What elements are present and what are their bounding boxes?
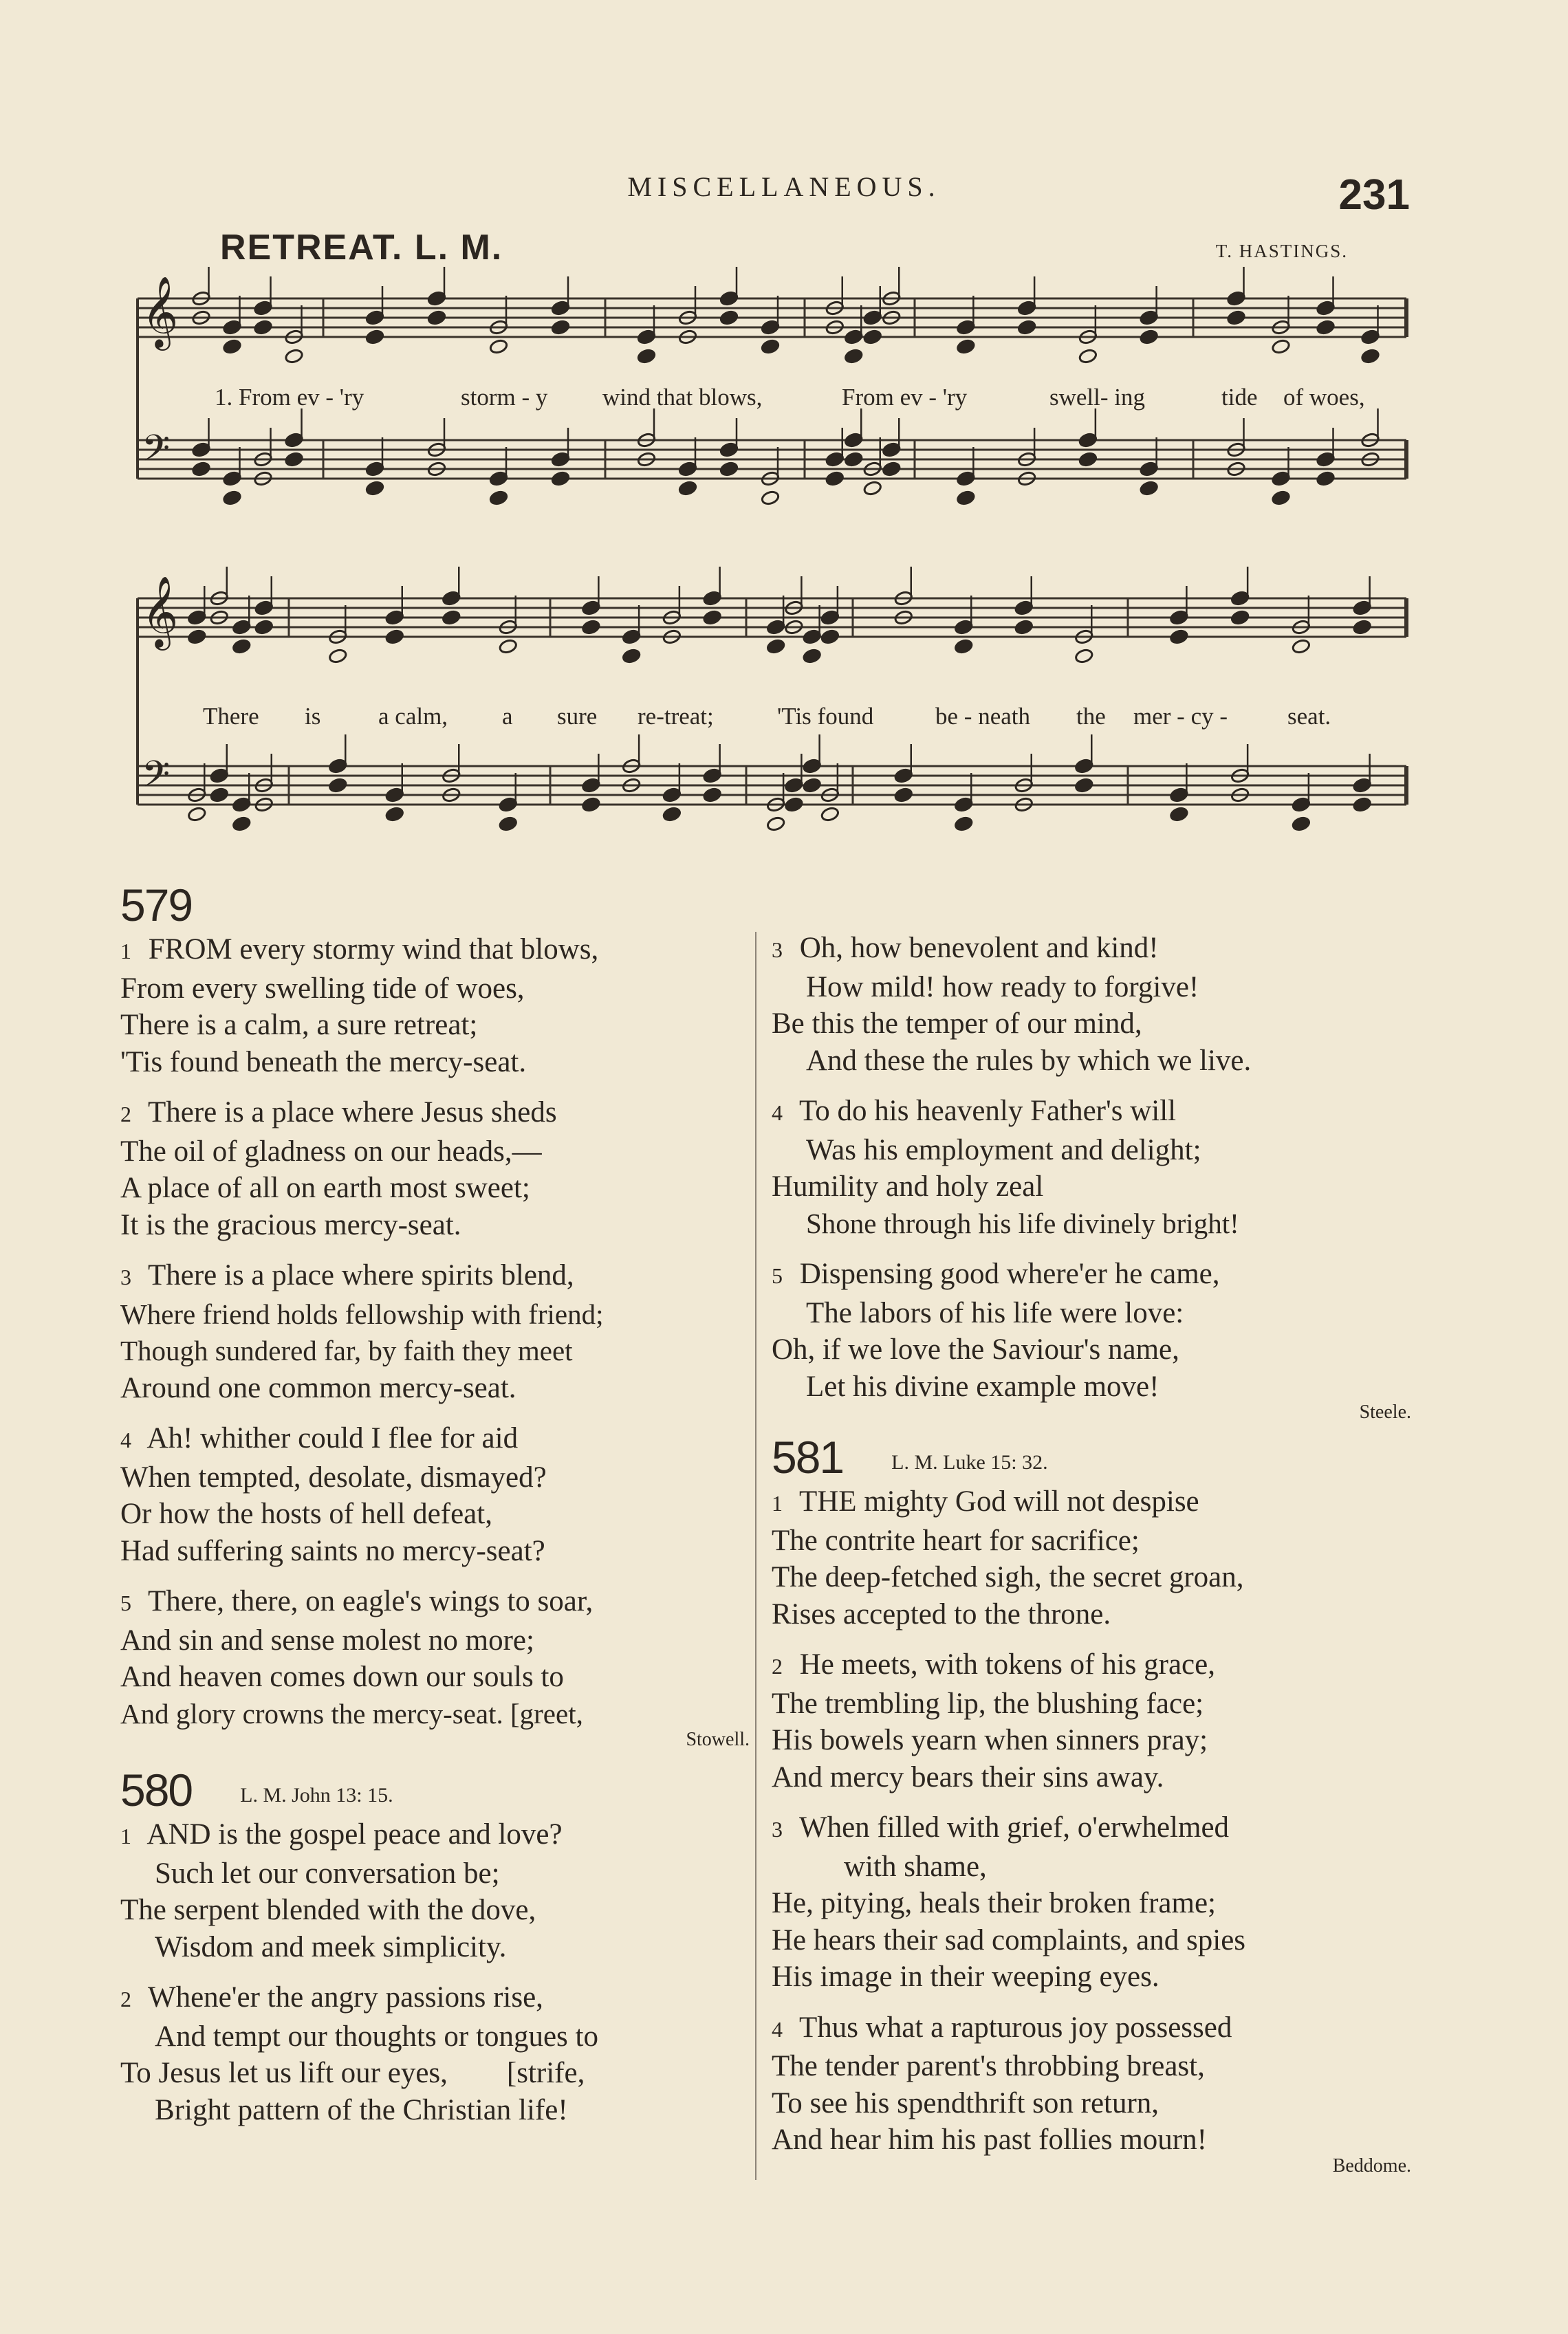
note-head bbox=[489, 338, 508, 354]
stanza: 2 Whene'er the angry passions rise, And tempt our thoughts or tongues to To Jesus let us lift our eyes, [strife, Bright pattern of the Christian life! bbox=[120, 1981, 598, 2126]
note-head bbox=[1230, 609, 1250, 625]
lyric-syllable: the bbox=[1076, 703, 1106, 730]
note-head bbox=[581, 796, 600, 812]
note-head bbox=[365, 480, 384, 496]
note-head bbox=[253, 319, 272, 335]
stanza: 4 Thus what a rapturous joy possessed The tender parent's throbbing breast, To see his spendthrift son return, And hear him his past follies mourn! bbox=[772, 2011, 1232, 2156]
note-head bbox=[1316, 470, 1335, 486]
lyric-syllable: seat. bbox=[1287, 703, 1331, 730]
running-title: MISCELLANEOUS. bbox=[627, 171, 941, 202]
right-column bbox=[772, 930, 1411, 2185]
note-head bbox=[1140, 480, 1159, 496]
note-head bbox=[551, 470, 570, 486]
note-head bbox=[1316, 319, 1335, 335]
note-head bbox=[232, 638, 251, 654]
note-head bbox=[784, 796, 803, 812]
hymn-580 bbox=[120, 1764, 750, 2128]
note-head bbox=[1353, 619, 1372, 635]
note-head bbox=[844, 348, 863, 364]
note-head bbox=[328, 777, 347, 793]
lyric-syllable: 'Tis found bbox=[777, 703, 874, 730]
lyric-syllable: a bbox=[502, 703, 513, 730]
hymn-author: Beddome. bbox=[1332, 2155, 1411, 2177]
note-head bbox=[328, 648, 347, 664]
note-head bbox=[1271, 490, 1290, 505]
note-head bbox=[761, 490, 780, 505]
note-head bbox=[1360, 348, 1380, 364]
note-head bbox=[210, 787, 229, 803]
note-head bbox=[863, 480, 882, 496]
music-score bbox=[0, 0, 1568, 894]
note-head bbox=[844, 451, 863, 467]
hymn-number: 580 bbox=[120, 1765, 193, 1815]
note-head bbox=[803, 648, 822, 664]
stanza: 3 There is a place where spirits blend, Where friend holds fellowship with friend; Though sundered far, by faith they meet Around one common mercy-seat. bbox=[120, 1259, 604, 1404]
note-head bbox=[863, 329, 882, 345]
note-head bbox=[766, 638, 785, 654]
note-head bbox=[622, 648, 641, 664]
note-head bbox=[766, 816, 785, 831]
left-column bbox=[120, 879, 750, 2142]
lyric-syllable: sure bbox=[557, 703, 598, 730]
lyric-syllable: swell- ing bbox=[1049, 384, 1146, 411]
note-head bbox=[954, 816, 973, 831]
stanza: 4 To do his heavenly Father's will Was his employment and delight; Humility and holy zeal Shone through his life divinely bright! bbox=[772, 1095, 1239, 1239]
note-head bbox=[187, 629, 206, 644]
note-head bbox=[232, 816, 251, 831]
note-head bbox=[365, 329, 384, 345]
stanza: 2 There is a place where Jesus sheds The oil of gladness on our heads,— A place of all on earth most sweet; It is the gracious mercy-seat. bbox=[120, 1096, 557, 1241]
note-head bbox=[191, 461, 210, 477]
note-head bbox=[1169, 629, 1188, 644]
lyric-syllable: mer - cy - bbox=[1133, 703, 1228, 730]
lyric-syllable: There bbox=[203, 703, 259, 730]
lyric-syllable: a calm, bbox=[378, 703, 448, 730]
note-head bbox=[678, 480, 697, 496]
note-head bbox=[499, 638, 518, 654]
hymn-579 bbox=[120, 879, 750, 1752]
lyric-syllable: storm - y bbox=[461, 384, 548, 411]
stanza: 1 THE mighty God will not despise The contrite heart for sacrifice; The deep-fetched sigh, the secret groan, Rises accepted to the throne. bbox=[772, 1485, 1244, 1630]
note-head bbox=[499, 816, 518, 831]
hymn-581 bbox=[772, 1431, 1411, 2178]
note-head bbox=[581, 619, 600, 635]
note-head bbox=[956, 490, 975, 505]
note-head bbox=[1292, 638, 1311, 654]
note-head bbox=[956, 338, 975, 354]
stanza: 3 When filled with grief, o'erwhelmed with shame, He, pitying, heals their broken frame; He hears their sad complaints, and spies His image in their weeping eyes. bbox=[772, 1811, 1246, 1993]
stanza: 1 FROM every stormy wind that blows, From every swelling tide of woes, There is a calm, a sure retreat; 'Tis found beneath the mercy-seat. bbox=[120, 933, 599, 1078]
hymn-author: Steele. bbox=[1359, 1402, 1411, 1423]
bass-clef-icon: 𝄢 bbox=[142, 428, 171, 479]
note-head bbox=[385, 806, 404, 822]
stanza: 1 AND is the gospel peace and love? Such let our conversation be; The serpent blended with the dove, Wisdom and meek simplicity. bbox=[120, 1818, 563, 1963]
treble-clef-icon: 𝄞 bbox=[142, 576, 179, 648]
hymn-580-continued bbox=[772, 930, 1411, 1424]
hymn-number: 581 bbox=[772, 1432, 844, 1483]
lyric-syllable: of woes, bbox=[1283, 384, 1365, 411]
lyric-syllable: tide bbox=[1221, 384, 1258, 411]
note-head bbox=[1292, 816, 1311, 831]
tune-title: RETREAT. L. M. bbox=[220, 228, 503, 268]
note-head bbox=[1014, 619, 1034, 635]
stanza: 4 Ah! whither could I flee for aid When tempted, desolate, dismayed? Or how the hosts of hell defeat, Had suffering saints no mercy-seat? bbox=[120, 1422, 547, 1567]
note-head bbox=[1074, 777, 1093, 793]
note-head bbox=[803, 777, 822, 793]
note-head bbox=[254, 619, 274, 635]
note-head bbox=[703, 787, 722, 803]
note-head bbox=[1169, 806, 1188, 822]
stanza: 5 Dispensing good where'er he came, The labors of his life were love: Oh, if we love the Saviour's name, Let his divine example move! bbox=[772, 1258, 1220, 1403]
hymn-meter: L. M. Luke 15: 32. bbox=[891, 1451, 1048, 1474]
note-head bbox=[1017, 319, 1036, 335]
note-head bbox=[1140, 329, 1159, 345]
note-head bbox=[1078, 348, 1098, 364]
note-head bbox=[222, 338, 241, 354]
note-head bbox=[820, 806, 840, 822]
treble-clef-icon: 𝄞 bbox=[142, 276, 179, 348]
note-head bbox=[187, 806, 206, 822]
lyric-syllable: wind that blows, bbox=[602, 384, 763, 411]
note-head bbox=[1353, 796, 1372, 812]
stanza: 3 Oh, how benevolent and kind! How mild! how ready to forgive! Be this the temper of our mind, And these the rules by which we live. bbox=[772, 932, 1252, 1077]
note-head bbox=[551, 319, 570, 335]
lyric-syllable: be - neath bbox=[935, 703, 1030, 730]
bass-clef-icon: 𝄢 bbox=[142, 754, 171, 805]
note-head bbox=[637, 348, 656, 364]
note-head bbox=[825, 470, 845, 486]
stanza: 2 He meets, with tokens of his grace, The trembling lip, the blushing face; His bowels yearn when sinners pray; And mercy bears their sins away. bbox=[772, 1648, 1215, 1793]
note-head bbox=[820, 629, 840, 644]
tune-composer: T. HASTINGS. bbox=[1215, 241, 1348, 261]
note-head bbox=[719, 309, 739, 325]
hymn-meter: L. M. John 13: 15. bbox=[240, 1784, 393, 1807]
note-head bbox=[1078, 451, 1098, 467]
note-head bbox=[1271, 338, 1290, 354]
column-divider bbox=[755, 932, 756, 2180]
lyric-syllable: is bbox=[305, 703, 321, 730]
note-head bbox=[427, 309, 446, 325]
note-head bbox=[882, 461, 901, 477]
hymn-author: Stowell. bbox=[686, 1729, 750, 1750]
note-head bbox=[385, 629, 404, 644]
note-head bbox=[1074, 648, 1093, 664]
page-number: 231 bbox=[1338, 171, 1410, 219]
note-head bbox=[894, 787, 913, 803]
note-head bbox=[222, 490, 241, 505]
note-head bbox=[1226, 309, 1245, 325]
note-head bbox=[489, 490, 508, 505]
lyric-syllable: From ev - 'ry bbox=[842, 384, 968, 411]
note-head bbox=[954, 638, 973, 654]
stanza: 5 There, there, on eagle's wings to soar, And sin and sense molest no more; And heaven comes down our souls to And glory crowns the mercy-seat. [greet, bbox=[120, 1585, 594, 1730]
note-head bbox=[284, 348, 303, 364]
lyric-syllable: re-treat; bbox=[638, 703, 714, 730]
note-head bbox=[703, 609, 722, 625]
note-head bbox=[761, 338, 780, 354]
note-head bbox=[284, 451, 303, 467]
note-head bbox=[442, 609, 461, 625]
hymn-number: 579 bbox=[120, 880, 193, 930]
note-head bbox=[719, 461, 739, 477]
note-head bbox=[662, 806, 682, 822]
lyric-syllable: 1. From ev - 'ry bbox=[215, 384, 364, 411]
